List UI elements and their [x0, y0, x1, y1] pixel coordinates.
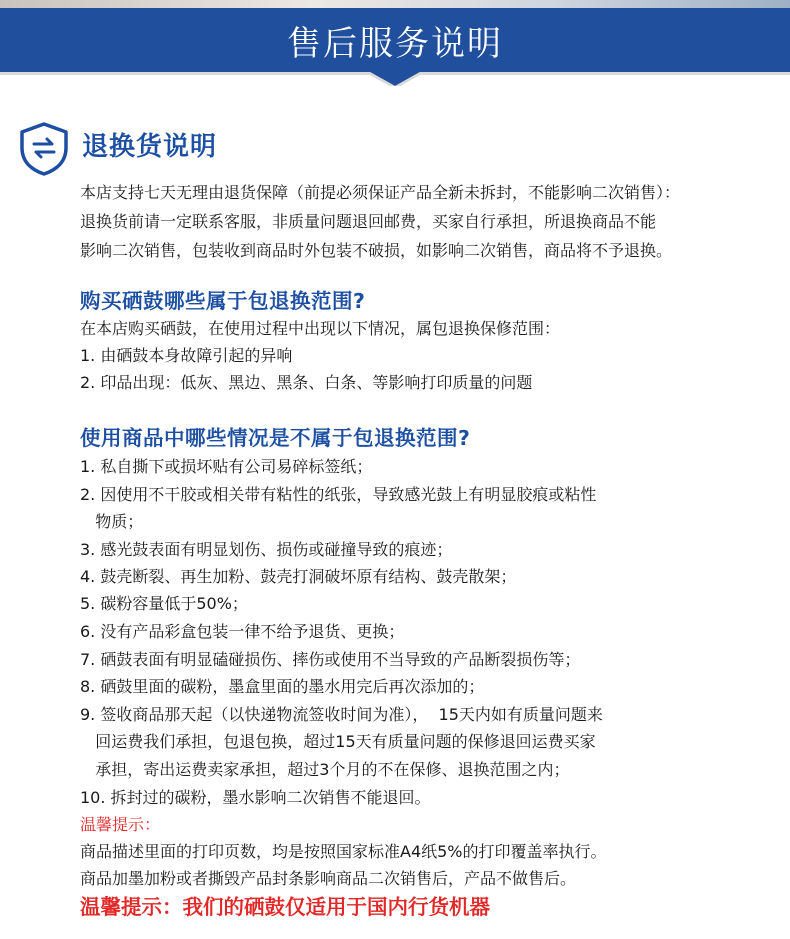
tips-label: 温馨提示： [80, 815, 161, 834]
not-covered-heading: 使用商品中哪些情况是不属于包退换范围? [80, 426, 471, 450]
covered-heading: 购买硒鼓哪些属于包退换范围? [80, 289, 366, 313]
not-covered-line-1: 1. 私自撕下或损坏贴有公司易碎标签纸； [80, 457, 373, 476]
not-covered-line-3: 物质； [80, 512, 144, 531]
not-covered-line-10: 9. 签收商品那天起（以快递物流签收时间为准）， 15天内如有质量问题来 [80, 705, 603, 724]
covered-item-2: 2. 印品出现：低灰、黑边、黑条、白条、等影响打印质量的问题 [80, 373, 533, 392]
not-covered-line-4: 3. 感光鼓表面有明显划伤、损伤或碰撞导致的痕迹； [80, 540, 453, 559]
returns-line-3: 影响二次销售，包装收到商品时外包装不破损，如影响二次销售，商品将不予退换。 [80, 241, 673, 260]
returns-section-title: 退换货说明 [82, 132, 218, 162]
not-covered-line-8: 7. 硒鼓表面有明显磕碰损伤、摔伤或使用不当导致的产品断裂损伤等； [80, 650, 581, 669]
not-covered-line-7: 6. 没有产品彩盒包装一律不给予退货、更换； [80, 622, 405, 641]
not-covered-line-12: 承担，寄出运费卖家承担，超过3个月的不在保修、退换范围之内； [80, 760, 570, 779]
exchange-shield-icon [16, 120, 72, 176]
not-covered-line-9: 8. 硒鼓里面的碳粉，墨盒里面的墨水用完后再次添加的； [80, 677, 485, 696]
not-covered-line-13: 10. 拆封过的碳粉，墨水影响二次销售不能退回。 [80, 788, 431, 807]
not-covered-line-11: 回运费我们承担，包退包换，超过15天有质量问题的保修退回运费买家 [80, 732, 596, 751]
not-covered-line-6: 5. 碳粉容量低于50%； [80, 594, 248, 613]
final-notice: 温馨提示：我们的硒鼓仅适用于国内行货机器 [80, 895, 490, 919]
page-title: 售后服务说明 [287, 24, 503, 64]
not-covered-line-5: 4. 鼓壳断裂、再生加粉、鼓壳打洞破坏原有结构、鼓壳散架； [80, 567, 517, 586]
tips-line-2: 商品加墨加粉或者撕毁产品封条影响商品二次销售后，产品不做售后。 [80, 869, 577, 888]
title-banner [0, 8, 790, 86]
not-covered-line-2: 2. 因使用不干胶或相关带有粘性的纸张，导致感光鼓上有明显胶痕或粘性 [80, 485, 597, 504]
returns-line-2: 退换货前请一定联系客服，非质量问题退回邮费，买家自行承担，所退换商品不能 [80, 212, 657, 231]
returns-line-1: 本店支持七天无理由退货保障（前提必须保证产品全新未拆封，不能影响二次销售）： [80, 183, 681, 202]
tips-line-1: 商品描述里面的打印页数，均是按照国家标准A4纸5%的打印覆盖率执行。 [80, 842, 607, 861]
covered-intro: 在本店购买硒鼓，在使用过程中出现以下情况，属包退换保修范围： [80, 319, 561, 338]
covered-item-1: 1. 由硒鼓本身故障引起的异响 [80, 346, 293, 365]
